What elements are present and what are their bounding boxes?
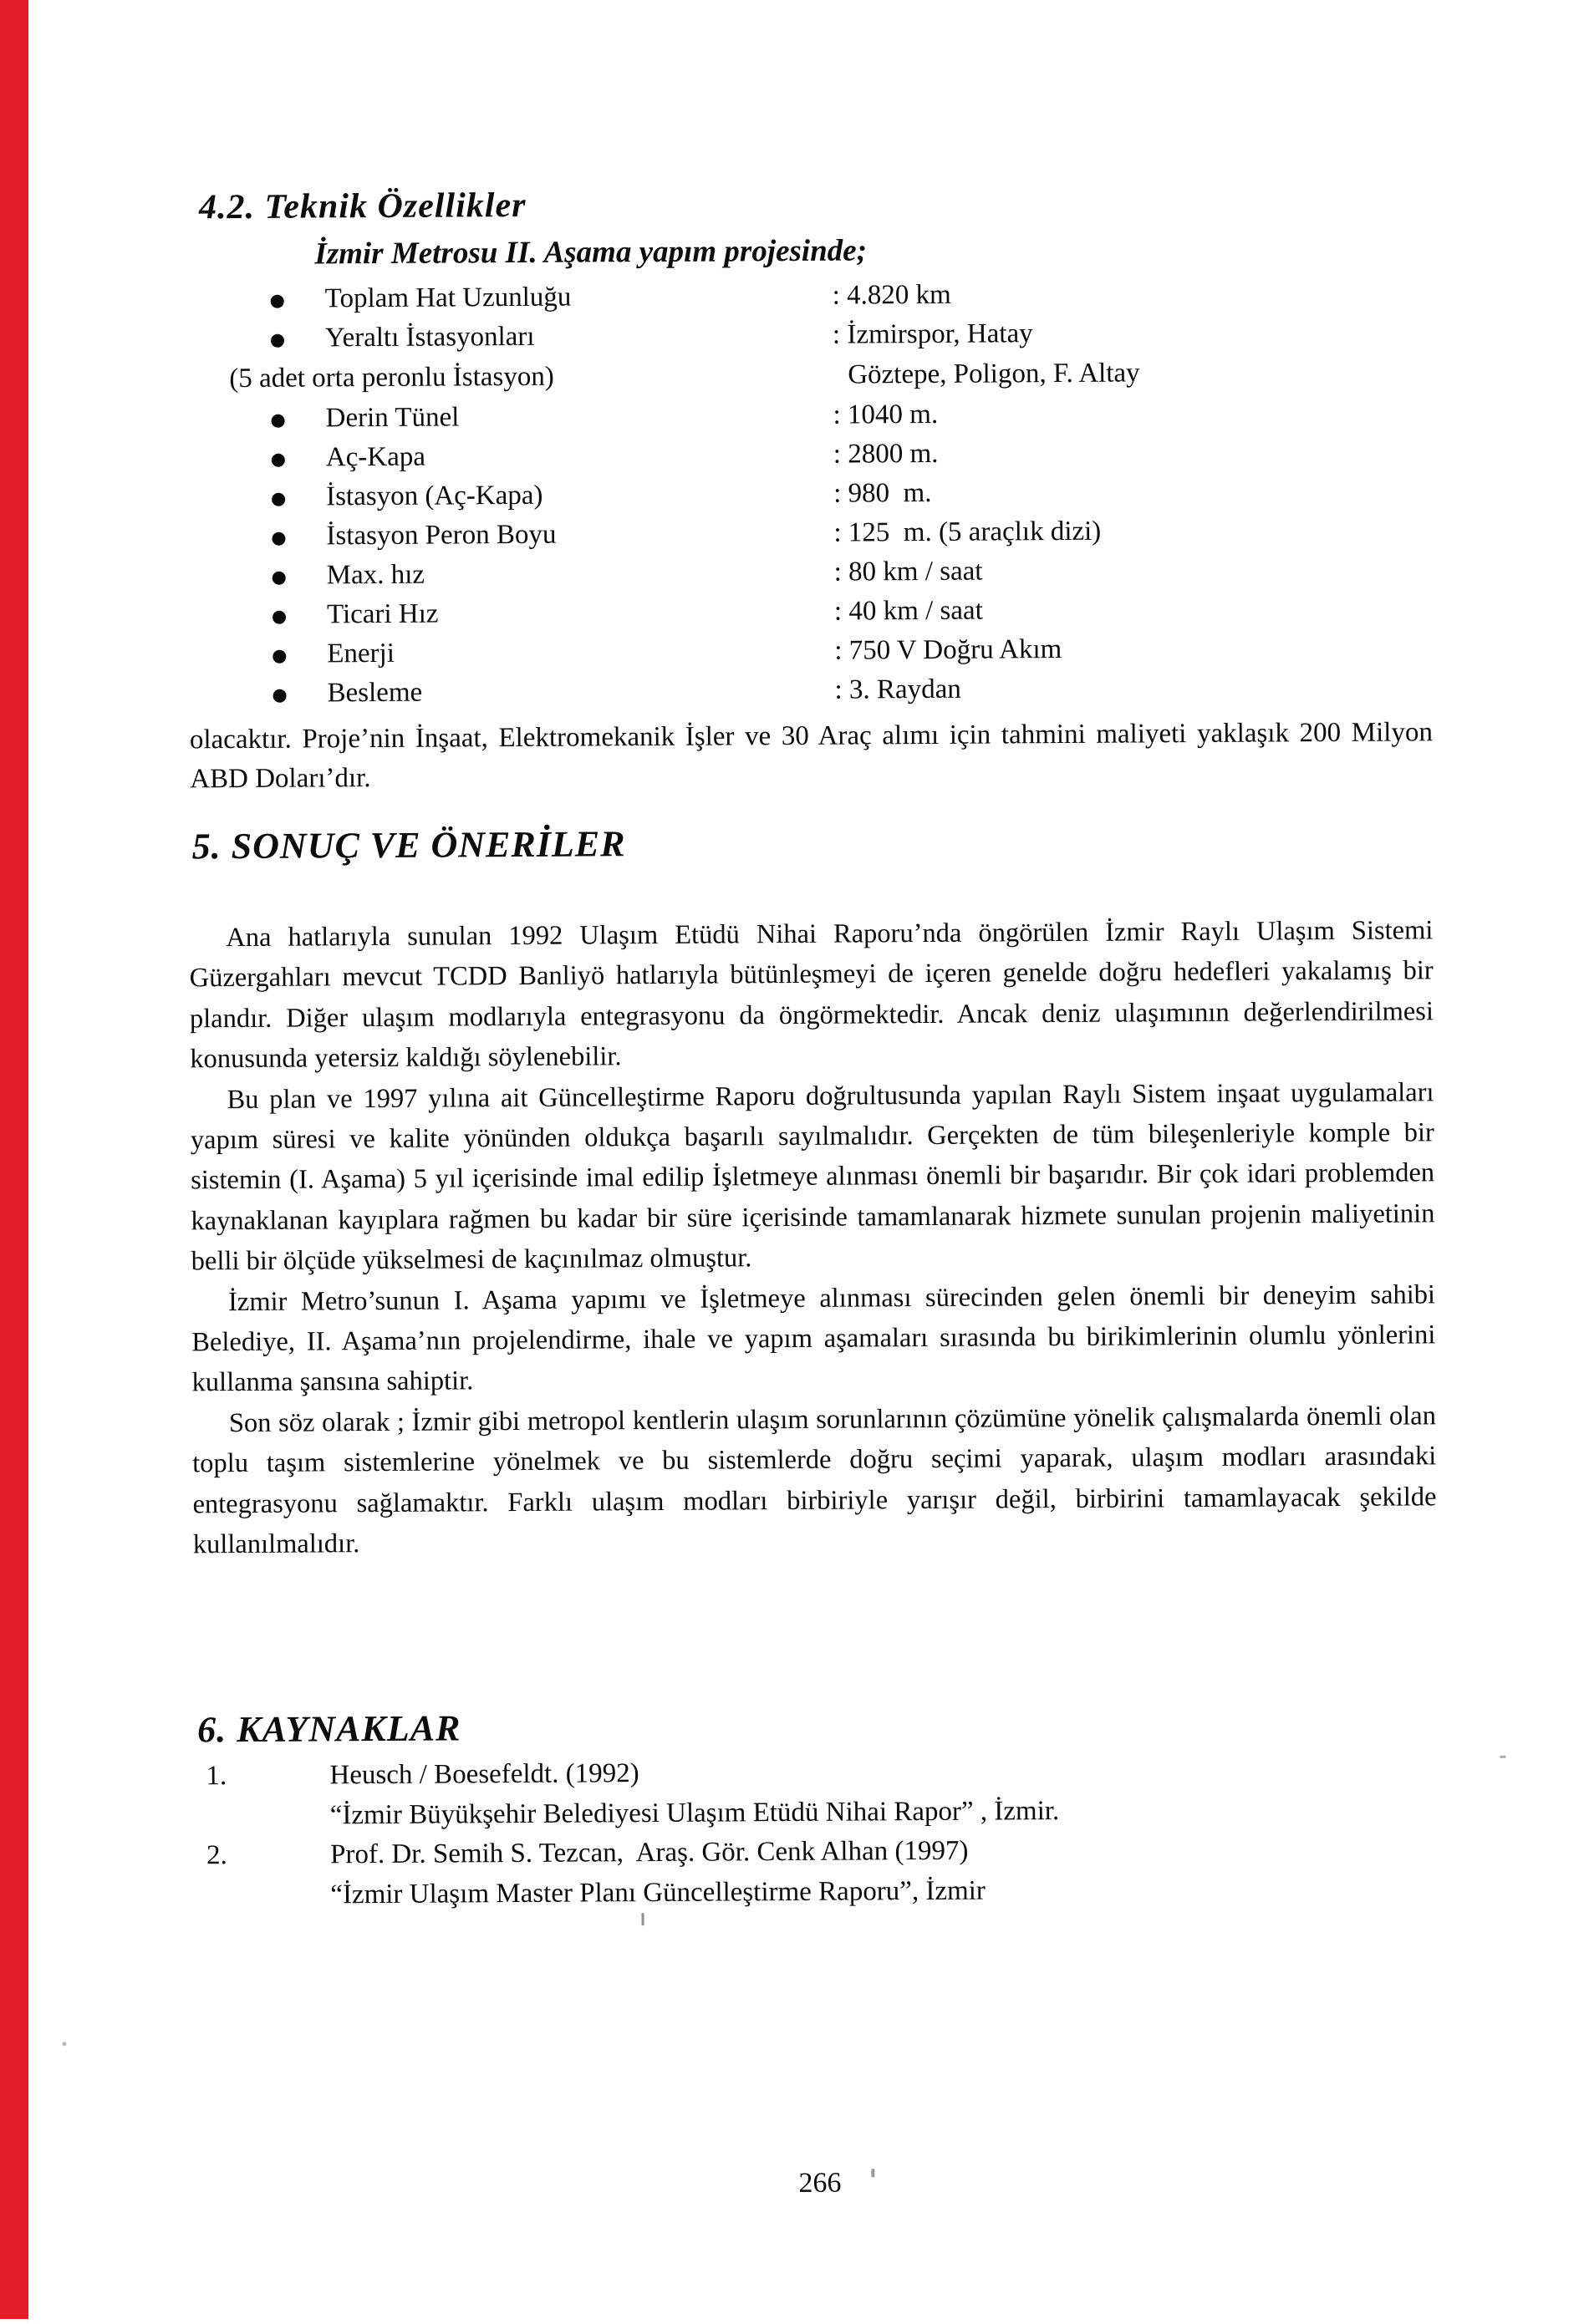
section-4-2-heading: 4.2. Teknik Özellikler <box>198 186 527 227</box>
spec-value: : 4.820 km <box>832 279 951 311</box>
references-list <box>196 1749 1467 1915</box>
reference-line: “İzmir Ulaşım Master Planı Güncelleştirme Raporu”, İzmir <box>330 1875 986 1910</box>
spec-label: Besleme <box>327 677 423 709</box>
reference-item <box>196 1749 1467 1836</box>
spec-value: Göztepe, Poligon, F. Altay <box>848 358 1140 390</box>
spec-value: : 2800 m. <box>833 438 939 470</box>
spec-label: Yeraltı İstasyonları <box>324 321 535 353</box>
spec-value: : 125 m. (5 araçlık dizi) <box>833 516 1102 548</box>
bullet-icon <box>272 532 285 546</box>
spec-value: : 980 m. <box>833 477 932 509</box>
bullet-icon <box>271 295 284 308</box>
spec-label: İstasyon Peron Boyu <box>326 519 557 552</box>
bullet-icon <box>273 689 287 703</box>
spec-label: (5 adet orta peronlu İstasyon) <box>229 361 554 394</box>
scan-speck <box>642 1913 644 1925</box>
spec-value: : 750 V Doğru Akım <box>834 633 1062 666</box>
section-4-2-closing-paragraph: olacaktır. Proje’nin İnşaat, Elektromekanik İşler ve 30 Araç alımı için tahmini maliyeti yaklaşık 200 Milyon ABD Doları’dır. <box>189 717 1434 795</box>
spec-label: Toplam Hat Uzunluğu <box>324 282 572 314</box>
spec-value: : 3. Raydan <box>834 674 961 705</box>
reference-line: Prof. Dr. Semih S. Tezcan, Araş. Gör. Cenk Alhan (1997) <box>329 1835 969 1870</box>
reference-item <box>196 1828 1468 1915</box>
page-number: 266 <box>798 2167 842 2199</box>
paragraph: Son söz olarak ; İzmir gibi metropol kentlerin ulaşım sorunlarının çözümüne yönelik çalışmalarda önemli olan toplu taşım sistemlerine yönelmek ve bu sistemlerde doğru seçimi yaparak, ulaşım modları arasındaki entegrasyonu sağlamaktır. Farklı ulaşım modları birbiriyle yarışır değil, birbirini tamamlayacak şekilde kullanılmalıdır. <box>192 1401 1437 1560</box>
bullet-icon <box>272 454 285 467</box>
spec-label: Derin Tünel <box>325 402 460 434</box>
spec-label: İstasyon (Aç-Kapa) <box>326 480 543 512</box>
section-5-body <box>189 910 1437 1565</box>
spec-value: : İzmirspor, Hatay <box>832 318 1033 350</box>
bullet-icon <box>273 611 286 624</box>
bullet-icon <box>273 650 286 664</box>
bullet-icon <box>271 334 284 348</box>
bullet-icon <box>272 414 285 428</box>
spec-row-underground-stations <box>187 316 1458 363</box>
scan-speck <box>62 2042 66 2046</box>
scan-speck <box>871 2169 874 2177</box>
spec-label: Max. hız <box>326 559 425 591</box>
spec-value: : 80 km / saat <box>833 556 983 587</box>
section-6-heading: 6. KAYNAKLAR <box>197 1707 461 1751</box>
spec-value: : 40 km / saat <box>833 595 983 627</box>
paragraph: Ana hatlarıyla sunulan 1992 Ulaşım Etüdü Nihai Raporu’nda öngörülen İzmir Raylı Ulaşım Sistemi Güzergahları mevcut TCDD Banliyö hatlarıyla bütünleşmeyi de içeren genelde doğru hedefleri yakalamış bir plandır. Diğer ulaşım modlarıyla entegrasyonu da öngörmektedir. Ancak deniz ulaşımının değerlendirilmesi konusunda yetersiz kaldığı söylenebilir. <box>189 915 1434 1075</box>
paragraph: Bu plan ve 1997 yılına ait Güncelleştirme Raporu doğrultusunda yapılan Raylı Sistem inşaat uygulamaları yapım süresi ve kalite yönünden oldukça başarılı sayılmalıdır. Gerçekten de tüm bileşenleriyle komple bir sistemin (I. Aşama) 5 yıl içerisinde imal edilip İşletmeye alınması önemli bir başarıdır. Bir çok idari problemden kaynaklanan kayıplara rağmen bu kadar bir süre içerisinde tamamlanarak hizmete sunulan projenin maliyetinin belli bir ölçüde yükselmesi de kaçınılmaz olmuştur. <box>190 1076 1435 1277</box>
reference-line: Heusch / Boesefeldt. (1992) <box>329 1758 639 1791</box>
bullet-icon <box>272 493 285 506</box>
spec-label: Enerji <box>327 638 395 669</box>
spec-row-feeding <box>189 671 1459 718</box>
section-4-2-subheading: İzmir Metrosu II. Aşama yapım projesinde; <box>314 233 868 272</box>
scan-speck <box>1500 1756 1505 1758</box>
bullet-icon <box>273 572 286 585</box>
spec-label: Ticari Hız <box>326 598 439 630</box>
reference-line: “İzmir Büyükşehir Belediyesi Ulaşım Etüdü Nihai Rapor” , İzmir. <box>329 1795 1060 1830</box>
section-5-heading: 5. SONUÇ VE ÖNERİLER <box>191 823 626 867</box>
spec-label: Aç-Kapa <box>325 441 426 473</box>
reference-number: 2. <box>206 1840 227 1871</box>
spec-row-stations-continued <box>187 356 1458 403</box>
reference-number: 1. <box>206 1761 227 1792</box>
paragraph: İzmir Metro’sunun I. Aşama yapımı ve İşletmeye alınması sürecinden gelen önemli bir deneyim sahibi Belediye, II. Aşama’nın projelendirme, ihale ve yapım aşamaları sırasında bu birikimlerinin olumlu yönlerini kullanma şansına sahiptir. <box>191 1279 1436 1398</box>
spec-value: : 1040 m. <box>833 399 939 430</box>
